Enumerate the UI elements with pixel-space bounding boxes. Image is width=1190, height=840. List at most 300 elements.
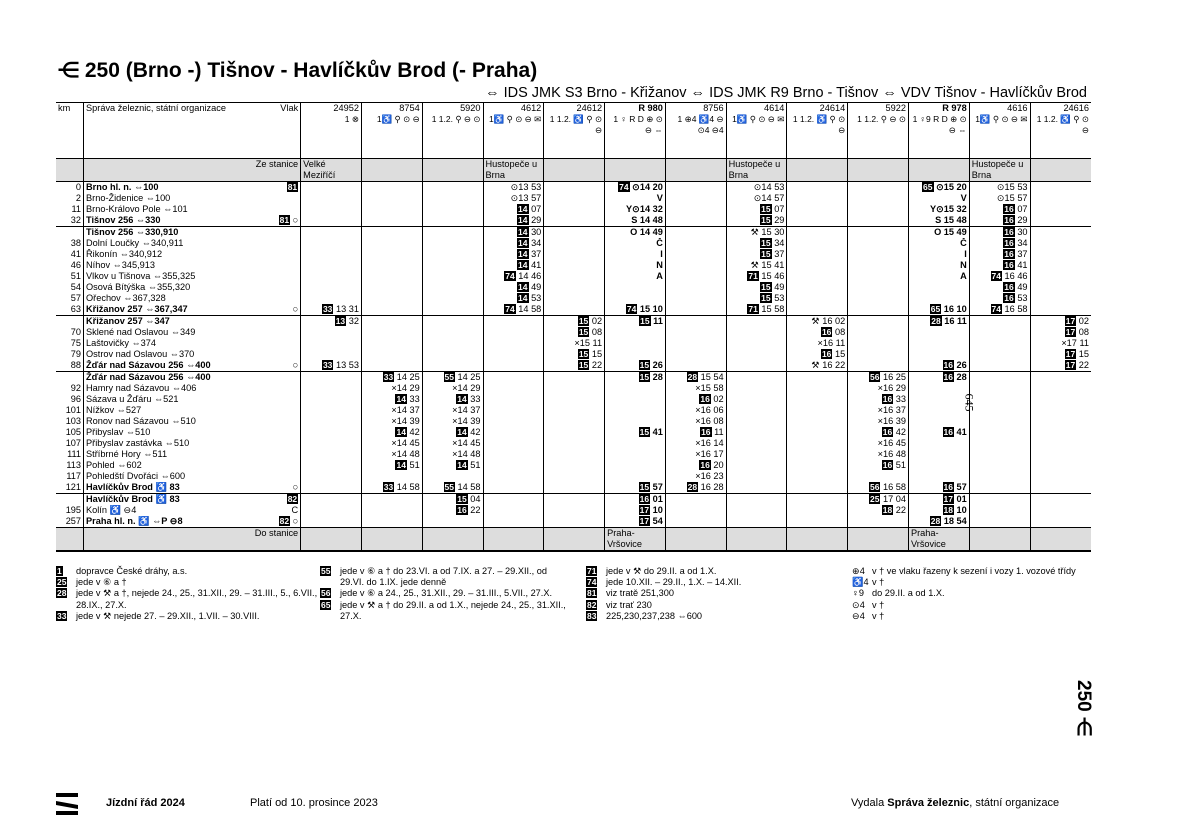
- footnote-key: 65: [321, 599, 331, 610]
- departure-time: [483, 383, 544, 394]
- departure-time: [969, 394, 1030, 405]
- departure-time: [301, 405, 362, 416]
- departure-time: [301, 516, 362, 528]
- station-label: Hamry nad Sázavou ⇔406: [86, 383, 197, 393]
- note-badge: 71: [748, 271, 758, 281]
- note-badge: 15: [578, 327, 589, 337]
- departure-time: [908, 394, 969, 405]
- departure-time: [787, 516, 848, 528]
- departure-time: [1030, 405, 1091, 416]
- station-name: [84, 460, 301, 471]
- note-badge: 65: [930, 304, 941, 314]
- departure-time: A: [908, 271, 969, 282]
- km-value: 195: [65, 505, 82, 515]
- table-row: [56, 238, 1091, 249]
- departure-time: [605, 293, 666, 304]
- departure-time: [787, 271, 848, 282]
- station-name: [84, 304, 301, 316]
- km-value: 38: [70, 238, 82, 248]
- note-badge: 16: [1004, 293, 1014, 303]
- departure-time: [422, 282, 483, 293]
- train-number: 24612: [544, 103, 605, 115]
- table-row: [56, 494, 1091, 506]
- footnote-text: jede v ⚒ a † do 29.II. a od 1.X., nejede 24., 25., 31.XII., 27.X.: [340, 599, 566, 621]
- table-row: [56, 260, 1091, 271]
- departure-time: [1030, 460, 1091, 471]
- departure-time: [605, 327, 666, 338]
- note-badge: 14: [518, 215, 528, 225]
- departure-time: 15 34: [726, 238, 787, 249]
- departure-time: Č: [908, 238, 969, 249]
- departure-time: [361, 293, 422, 304]
- departure-time: [969, 338, 1030, 349]
- departure-time: [544, 405, 605, 416]
- station-name: [84, 482, 301, 494]
- departure-time: [969, 316, 1030, 328]
- footnote-key: ⊕4: [852, 566, 865, 576]
- station-label: Dolní Loučky ⇔340,911: [86, 238, 184, 248]
- note-badge: 17: [1065, 327, 1076, 337]
- departure-time: [969, 327, 1030, 338]
- note-badge: 16: [943, 482, 953, 492]
- departure-time: [544, 372, 605, 384]
- note-badge: 15: [639, 482, 650, 492]
- departure-time: [848, 316, 909, 328]
- departure-time: [1030, 416, 1091, 427]
- footnote-key: 83: [587, 610, 597, 621]
- table-row: [56, 293, 1091, 304]
- departure-time: 71 15 46: [726, 271, 787, 282]
- station-label: Žďár nad Sázavou 256 ⇔400: [86, 360, 211, 370]
- note-badge: 33: [322, 304, 333, 314]
- table-row: [56, 249, 1091, 260]
- departure-time: [787, 372, 848, 384]
- station-label: Přibyslav ⇔510: [86, 427, 151, 437]
- departure-time: [422, 338, 483, 349]
- departure-time: 15 28: [605, 372, 666, 384]
- table-row: [56, 449, 1091, 460]
- departure-time: [301, 282, 362, 293]
- departure-time: 15 22: [544, 360, 605, 372]
- departure-time: 16 51: [848, 460, 909, 471]
- note-badge: 16: [882, 460, 893, 470]
- departure-time: [787, 282, 848, 293]
- note-badge: 71: [748, 304, 758, 314]
- departure-time: [422, 349, 483, 360]
- departure-time: [787, 383, 848, 394]
- station-label: Stříbrné Hory ⇔511: [86, 449, 168, 459]
- departure-time: [665, 304, 726, 316]
- station-flag: [287, 182, 298, 193]
- note-badge: 16: [882, 427, 893, 437]
- table-row: [56, 427, 1091, 438]
- departure-time: [787, 416, 848, 427]
- note-badge: 16: [1004, 204, 1014, 214]
- departure-time: ⚒ 16 22: [787, 360, 848, 372]
- line-code: 250 ⋲: [1073, 680, 1094, 736]
- departure-time: Č: [605, 238, 666, 249]
- departure-time: ×15 11: [544, 338, 605, 349]
- departure-time: [726, 394, 787, 405]
- train-origin: Velké Meziříčí: [301, 159, 362, 182]
- departure-time: 14 53: [483, 293, 544, 304]
- departure-time: [969, 505, 1030, 516]
- departure-time: [1030, 438, 1091, 449]
- departure-time: 16 01: [605, 494, 666, 506]
- departure-time: ×14 45: [361, 438, 422, 449]
- departure-time: [726, 316, 787, 328]
- station-label: Křižanov 257 ⇔367,347: [86, 304, 188, 314]
- km-blank: [56, 528, 84, 552]
- station-label: Ostrov nad Oslavou ⇔370: [86, 349, 195, 359]
- departure-time: 15 37: [726, 249, 787, 260]
- departure-time: [908, 438, 969, 449]
- note-badge: 28: [931, 316, 941, 326]
- departure-time: [605, 349, 666, 360]
- departure-time: [301, 471, 362, 482]
- departure-time: A: [605, 271, 666, 282]
- page-number: 645: [962, 393, 977, 412]
- km-value: [56, 316, 84, 328]
- departure-time: ×14 29: [361, 383, 422, 394]
- departure-time: 16 20: [665, 460, 726, 471]
- station-name: [84, 316, 301, 328]
- departure-time: [665, 182, 726, 194]
- departure-time: ×14 37: [361, 405, 422, 416]
- departure-time: N: [908, 260, 969, 271]
- note-badge: 28: [687, 372, 698, 382]
- notes-col-4: [852, 566, 1092, 622]
- departure-time: ×14 39: [361, 416, 422, 427]
- note-badge: 82: [287, 494, 298, 504]
- departure-time: 17 15: [1030, 349, 1091, 360]
- departure-time: [908, 416, 969, 427]
- departure-time: [544, 293, 605, 304]
- departure-time: [301, 182, 362, 194]
- footnote: [56, 577, 326, 588]
- departure-time: [301, 505, 362, 516]
- departure-time: [969, 372, 1030, 384]
- departure-time: ⊙13 57: [483, 193, 544, 204]
- departure-time: [361, 338, 422, 349]
- departure-time: [483, 471, 544, 482]
- departure-time: [1030, 182, 1091, 194]
- departure-time: [787, 449, 848, 460]
- departure-time: [422, 249, 483, 260]
- departure-time: 33 14 25: [361, 372, 422, 384]
- departure-time: [1030, 471, 1091, 482]
- departure-time: [1030, 282, 1091, 293]
- departure-time: 16 49: [969, 282, 1030, 293]
- km-value: 113: [66, 460, 82, 470]
- departure-time: 16 42: [848, 427, 909, 438]
- departure-time: 14 07: [483, 204, 544, 215]
- station-label: Praha hl. n. ♿ ⇔P ⊖8: [86, 516, 183, 526]
- note-badge: 15: [578, 349, 589, 359]
- departure-time: [1030, 494, 1091, 506]
- departure-time: ×16 45: [848, 438, 909, 449]
- departure-time: [848, 193, 909, 204]
- departure-time: [848, 227, 909, 239]
- departure-time: ×16 37: [848, 405, 909, 416]
- note-badge: 15: [639, 427, 650, 437]
- departure-time: 74 16 46: [969, 271, 1030, 282]
- station-name: [84, 204, 301, 215]
- departure-time: [726, 383, 787, 394]
- footnote-key: 28: [57, 588, 67, 599]
- departure-time: [361, 505, 422, 516]
- km-value: [56, 372, 84, 384]
- departure-time: [483, 416, 544, 427]
- departure-time: [1030, 505, 1091, 516]
- departure-time: [361, 471, 422, 482]
- footer-title: Jízdní řád 2024: [106, 797, 185, 809]
- note-badge: 15: [639, 372, 650, 382]
- station-label: Laštovičky ⇔374: [86, 338, 156, 348]
- km-value: 79: [70, 349, 82, 359]
- note-badge: 17: [639, 505, 650, 515]
- departure-time: ×16 48: [848, 449, 909, 460]
- departure-time: ⚒ 15 30: [726, 227, 787, 239]
- departure-time: 15 07: [726, 204, 787, 215]
- departure-time: [1030, 249, 1091, 260]
- station-name: [84, 282, 301, 293]
- station-name: [84, 360, 301, 372]
- departure-time: [301, 482, 362, 494]
- footnote-key: ♀9: [852, 588, 865, 599]
- departure-time: [726, 349, 787, 360]
- footnote-key: 1: [57, 566, 62, 576]
- station-name: [84, 338, 301, 349]
- train-flags: 1♿ ⚲ ⊙ ⊖ ✉: [483, 114, 544, 159]
- departure-time: ⊙13 53: [483, 182, 544, 194]
- from-station-label: Ze stanice: [84, 159, 301, 182]
- departure-time: [787, 193, 848, 204]
- departure-time: [301, 193, 362, 204]
- departure-time: 71 15 58: [726, 304, 787, 316]
- station-name: [84, 394, 301, 405]
- departure-time: [969, 460, 1030, 471]
- departure-time: [787, 427, 848, 438]
- departure-time: [665, 338, 726, 349]
- departure-time: 17 08: [1030, 327, 1091, 338]
- departure-time: [544, 449, 605, 460]
- station-name: [84, 494, 301, 506]
- note-badge: 14: [518, 204, 528, 214]
- departure-time: [848, 349, 909, 360]
- departure-time: [483, 338, 544, 349]
- footnote: [320, 566, 570, 588]
- departure-time: 16 07: [969, 204, 1030, 215]
- departure-time: [544, 204, 605, 215]
- table-row: [56, 215, 1091, 227]
- departure-time: 16 28: [908, 372, 969, 384]
- departure-time: [483, 327, 544, 338]
- departure-time: ×14 48: [422, 449, 483, 460]
- note-badge: 28: [687, 482, 698, 492]
- departure-time: [605, 471, 666, 482]
- station-label: Havlíčkův Brod ♿ 83: [86, 482, 180, 492]
- departure-time: [422, 316, 483, 328]
- train-flags: 1♿ ⚲ ⊙ ⊖ ✉: [726, 114, 787, 159]
- note-badge: 74: [991, 271, 1001, 281]
- note-badge: 16: [943, 372, 953, 382]
- note-badge: 15: [761, 249, 771, 259]
- departure-time: [422, 327, 483, 338]
- departure-time: 16 08: [787, 327, 848, 338]
- departure-time: [361, 271, 422, 282]
- departure-time: [483, 438, 544, 449]
- departure-time: [301, 271, 362, 282]
- departure-time: ×14 37: [422, 405, 483, 416]
- note-badge: 16: [821, 327, 832, 337]
- train-number: 8756: [665, 103, 726, 115]
- departure-time: [787, 505, 848, 516]
- km-value: 117: [66, 471, 82, 481]
- train-destination: [787, 528, 848, 552]
- station-flag: C: [291, 505, 299, 515]
- departure-time: [908, 293, 969, 304]
- departure-time: [483, 449, 544, 460]
- note-badge: 17: [639, 516, 650, 526]
- departure-time: 65 ⊙15 20: [908, 182, 969, 194]
- notes-col-1: [56, 566, 326, 622]
- departure-time: [361, 349, 422, 360]
- departure-time: [787, 460, 848, 471]
- departure-time: [787, 293, 848, 304]
- departure-time: [1030, 271, 1091, 282]
- note-badge: 15: [761, 282, 771, 292]
- station-header: [84, 103, 301, 115]
- departure-time: [361, 304, 422, 316]
- station-label: Brno hl. n. ⇔100: [86, 182, 159, 192]
- departure-time: [361, 494, 422, 506]
- departure-time: [665, 293, 726, 304]
- train-flags: 1 ⊕4 ♿4 ⊖ ⊙4 ⊖4: [665, 114, 726, 159]
- departure-time: 14 37: [483, 249, 544, 260]
- km-value: 107: [65, 438, 82, 448]
- note-badge: 82: [279, 516, 290, 526]
- departure-time: [848, 471, 909, 482]
- note-badge: 18: [882, 505, 893, 515]
- departure-time: ×14 48: [361, 449, 422, 460]
- departure-time: [544, 271, 605, 282]
- departure-time: 18 10: [908, 505, 969, 516]
- train-number: R 980: [605, 103, 666, 115]
- note-badge: 13: [335, 316, 346, 326]
- departure-time: [787, 471, 848, 482]
- table-row: [56, 327, 1091, 338]
- departure-time: [848, 282, 909, 293]
- departure-time: 16 57: [908, 482, 969, 494]
- table-row: [56, 338, 1091, 349]
- table-row: [56, 482, 1091, 494]
- departure-time: [483, 516, 544, 528]
- train-flags: 1 1.2. ♿ ⚲ ⊙ ⊖: [787, 114, 848, 159]
- table-row: [56, 460, 1091, 471]
- departure-time: [1030, 482, 1091, 494]
- departure-time: [787, 482, 848, 494]
- departure-time: [848, 304, 909, 316]
- departure-time: 74 14 58: [483, 304, 544, 316]
- station-flag: ○: [292, 304, 299, 314]
- km-value: 101: [65, 405, 82, 415]
- station-name: [84, 227, 301, 239]
- departure-time: 15 29: [726, 215, 787, 227]
- station-label: Brno-Židenice ⇔100: [86, 193, 171, 203]
- station-label: Vlkov u Tišnova ⇔355,325: [86, 271, 196, 281]
- table-row: [56, 349, 1091, 360]
- note-badge: 14: [518, 260, 528, 270]
- departure-time: [544, 282, 605, 293]
- departure-time: ×16 06: [665, 405, 726, 416]
- departure-time: [665, 282, 726, 293]
- departure-time: [969, 383, 1030, 394]
- train-origin: [422, 159, 483, 182]
- departure-time: [908, 471, 969, 482]
- departure-time: 17 22: [1030, 360, 1091, 372]
- departure-time: 16 22: [422, 505, 483, 516]
- train-destination: [726, 528, 787, 552]
- departure-time: [969, 416, 1030, 427]
- km-blank: [56, 159, 84, 182]
- departure-time: [665, 505, 726, 516]
- departure-time: [1030, 304, 1091, 316]
- station-flag: ○: [292, 482, 299, 492]
- departure-time: ⊙14 53: [726, 182, 787, 194]
- footnote-key: ⊙4: [852, 599, 865, 610]
- train-flags: 1 1.2. ⚲ ⊖ ⊙: [422, 114, 483, 159]
- note-badge: 56: [869, 482, 880, 492]
- footnote-text: v † ve vlaku řazeny k sezení i vozy 1. vozové třídy: [872, 566, 1076, 576]
- footnote-key: 55: [321, 566, 331, 576]
- departure-time: [483, 405, 544, 416]
- km-value: [56, 227, 84, 239]
- note-badge: 33: [322, 360, 333, 370]
- train-destination: Praha-Vršovice: [605, 528, 666, 552]
- station-name: [84, 238, 301, 249]
- departure-time: [544, 505, 605, 516]
- departure-time: 74 14 46: [483, 271, 544, 282]
- note-badge: 16: [882, 394, 893, 404]
- departure-time: [848, 260, 909, 271]
- note-badge: 16: [1004, 238, 1014, 248]
- km-value: 63: [70, 304, 82, 314]
- footnote: [586, 588, 836, 599]
- note-badge: 17: [1065, 316, 1076, 326]
- departure-time: 14 51: [361, 460, 422, 471]
- note-badge: 14: [457, 394, 467, 404]
- km-value: 121: [65, 482, 82, 492]
- departure-time: [969, 360, 1030, 372]
- station-name: [84, 372, 301, 384]
- departure-time: [301, 416, 362, 427]
- footnote: [852, 577, 1092, 588]
- departure-time: 33 14 58: [361, 482, 422, 494]
- note-badge: 15: [761, 215, 771, 225]
- departure-time: [301, 260, 362, 271]
- train-number: 5920: [422, 103, 483, 115]
- departure-time: [787, 494, 848, 506]
- footnote-text: jede v ⚒ a †, nejede 24., 25., 31.XII., 29. – 31.III., 5., 6.VII., 28.IX., 27.X.: [76, 588, 318, 610]
- departure-time: 74 16 58: [969, 304, 1030, 316]
- note-badge: 16: [1004, 215, 1014, 225]
- footnote-key: ⊖4: [852, 610, 865, 621]
- departure-time: [605, 416, 666, 427]
- timetable: [56, 102, 1091, 552]
- to-station-label: Do stanice: [84, 528, 301, 552]
- departure-time: ⊙14 57: [726, 193, 787, 204]
